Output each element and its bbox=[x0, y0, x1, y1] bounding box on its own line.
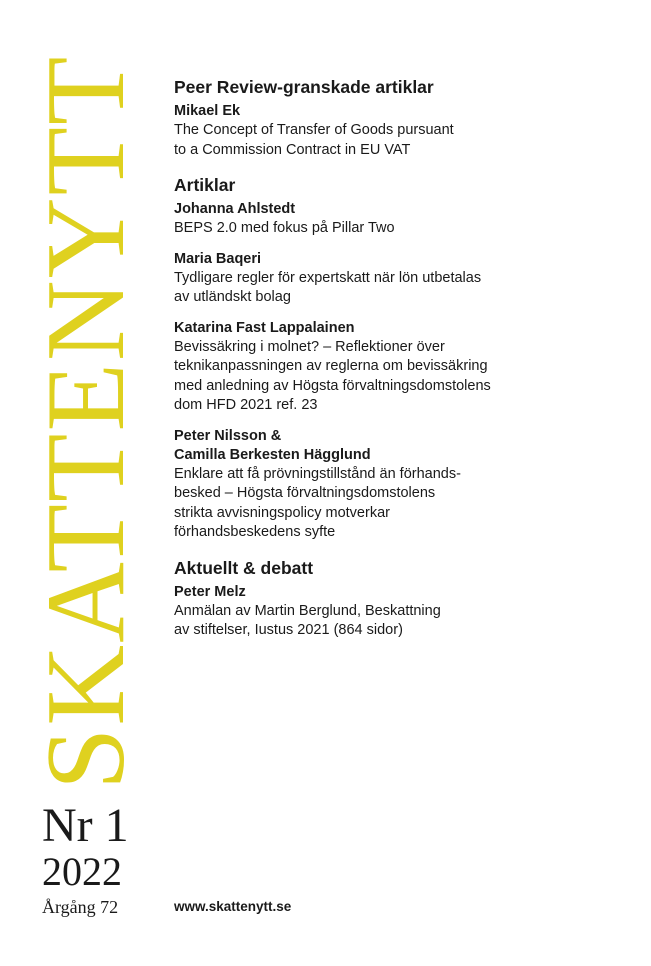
article-item[interactable] bbox=[174, 250, 614, 308]
article-item[interactable] bbox=[174, 583, 614, 641]
article-title: The Concept of Transfer of Goods pursuant to a Commission Contract in EU VAT bbox=[174, 122, 454, 158]
article-author: Peter Nilsson & Camilla Berkesten Hägglund bbox=[174, 427, 371, 463]
table-of-contents bbox=[174, 76, 614, 655]
masthead bbox=[24, 52, 148, 790]
section-heading: Peer Review-granskade artiklar bbox=[174, 77, 434, 97]
article-title: Enklare att få prövningstillstånd än förhands- besked – Högsta förvaltningsdomstolens strikta avvisningspolicy motverkar förhandsbeskedens syfte bbox=[174, 465, 461, 540]
issue-number: Nr 1 bbox=[42, 799, 129, 852]
article-author: Peter Melz bbox=[174, 583, 246, 600]
website-link[interactable]: www.skattenytt.se bbox=[174, 899, 292, 914]
article-title: Anmälan av Martin Berglund, Beskattning av stiftelser, Iustus 2021 (864 sidor) bbox=[174, 602, 441, 638]
article-item[interactable] bbox=[174, 200, 614, 239]
article-item[interactable] bbox=[174, 319, 614, 416]
section-aktuellt-debatt bbox=[174, 557, 614, 641]
section-peer-review bbox=[174, 76, 614, 160]
section-heading: Aktuellt & debatt bbox=[174, 557, 314, 578]
article-item[interactable] bbox=[174, 102, 614, 160]
section-artiklar bbox=[174, 174, 614, 543]
issue-year: 2022 bbox=[42, 849, 122, 894]
article-author: Katarina Fast Lappalainen bbox=[174, 319, 355, 336]
article-author: Johanna Ahlstedt bbox=[174, 201, 296, 217]
article-item[interactable] bbox=[174, 427, 614, 543]
article-author: Maria Baqeri bbox=[174, 250, 262, 267]
article-title: Tydligare regler för expertskatt när lön utbetalas av utländskt bolag bbox=[174, 269, 482, 305]
masthead-title: SKATTENYTT bbox=[24, 54, 148, 790]
article-title: Bevissäkring i molnet? – Reflektioner över teknikanpassningen av reglerna om bevissäkring med anledning av Högsta förvaltningsdomstolens dom HFD 2021 ref. 23 bbox=[174, 338, 491, 413]
article-title: BEPS 2.0 med fokus på Pillar Two bbox=[174, 220, 395, 236]
article-author: Mikael Ek bbox=[174, 103, 241, 119]
section-heading: Artiklar bbox=[174, 175, 236, 195]
issue-volume: Årgång 72 bbox=[42, 897, 119, 917]
